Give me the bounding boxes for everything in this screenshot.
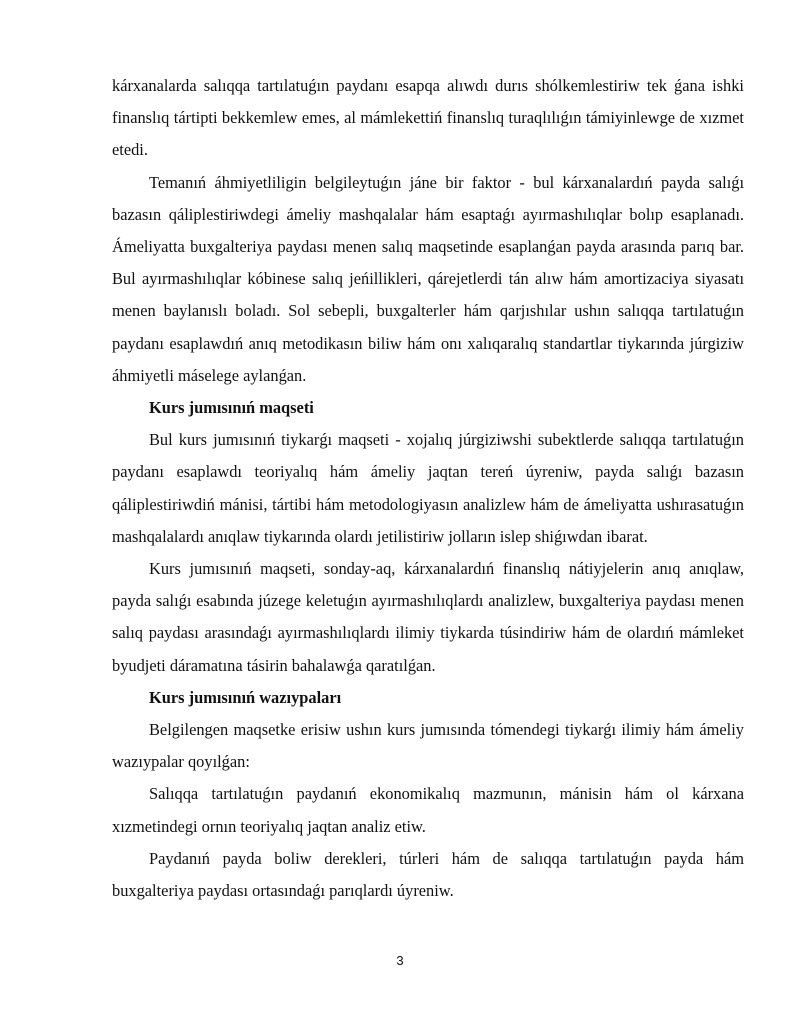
document-page — [112, 70, 744, 907]
tasks-intro-paragraph: Belgilengen maqsetke erisiw ushın kurs jumısında tómendegi tiykarǵı ilimiy hám ámeliy wazıypalar qoyılǵan: — [112, 720, 744, 772]
goal-paragraph-1: Bul kurs jumısınıń tiykarǵı maqseti - xojalıq júrgiziwshi subektlerde salıqqa tartılatuǵın paydanı esaplawdı teoriyalıq hám ámeliy jaqtan tereń úyreniw, payda salıǵı bazasın qáliplestiriwdiń mánisi, tártibi hám metodologiyasın analizlew hám de ámeliyatta ushırasatuǵın mashqalalardı anıqlaw tiykarında olardı jetilistiriw jolların islep shiǵıwdan ibarat. — [112, 430, 744, 546]
section-heading-goal: Kurs jumısınıń maqseti — [149, 398, 314, 418]
goal-paragraph-2: Kurs jumısınıń maqseti, sonday-aq, kárxanalardıń finanslıq nátiyjelerin anıq anıqlaw, payda salıǵı esabında júzege keletuǵın ayırmashılıqlardı analizlew, buxgalteriya paydası menen salıq paydası arasındaǵı ayırmashılıqlardı ilimiy tiykarda túsindiriw hám de olardıń mámleket byudjeti dáramatına tásirin bahalawǵa qaratılǵan. — [112, 559, 744, 675]
task-item-1: Salıqqa tartılatuǵın paydanıń ekonomikalıq mazmunın, mánisin hám ol kárxana xızmetindegi ornın teoriyalıq jaqtan analiz etiw. — [112, 784, 744, 836]
relevance-paragraph: Temanıń áhmiyetliligin belgileytuǵın jáne bir faktor - bul kárxanalardıń payda salıǵı bazasın qáliplestiriwdegi ámeliy mashqalalar hám esaptaǵı ayırmashılıqlar bolıp esaplanadı. Ámeliyatta buxgalteriya paydası menen salıq maqsetinde esaplanǵan payda arasında parıq bar. Bul ayırmashılıqlar kóbinese salıq jeńillikleri, qárejetlerdi tán alıw hám amortizaciya siyasatı menen baylanıslı boladı. Sol sebepli, buxgalterler hám qarjıshılar ushın salıqqa tartılatuǵın paydanı esaplawdıń anıq metodikasın biliw hám onı xalıqaralıq standartlar tiykarında júrgiziw áhmiyetli máselege aylanǵan. — [112, 172, 744, 385]
section-heading-tasks: Kurs jumısınıń wazıypaları — [149, 687, 342, 707]
intro-paragraph-continued: kárxanalarda salıqqa tartılatuǵın paydanı esapqa alıwdı durıs shólkemlestiriw tek ǵana ishki finanslıq tártipti bekkemlew emes, al mámlekettiń finanslıq turaqlılıǵın támiyinlewge de xızmet etedi. — [112, 76, 744, 160]
page-number: 3 — [396, 953, 404, 968]
task-item-2: Paydanıń payda boliw derekleri, túrleri hám de salıqqa tartılatuǵın payda hám buxgalteriya paydası ortasındaǵı parıqlardı úyreniw. — [112, 848, 744, 901]
